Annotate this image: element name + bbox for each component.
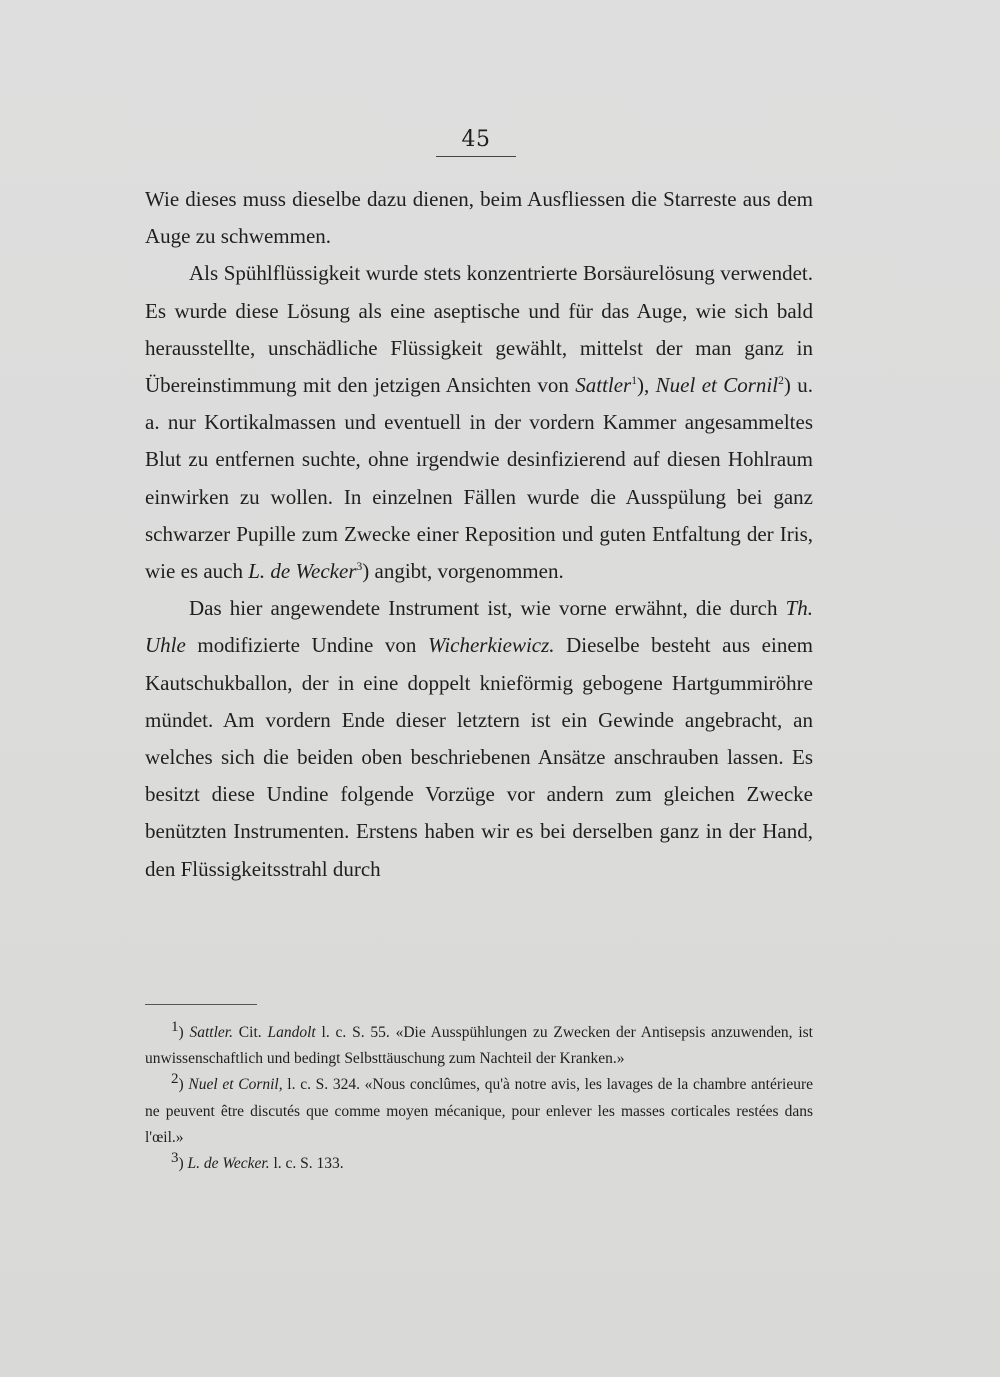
footnote-text: l. c. S. 133. bbox=[269, 1155, 344, 1173]
footnote-separator bbox=[145, 1004, 257, 1005]
footnote-text: Cit. bbox=[232, 1024, 268, 1041]
page-header bbox=[436, 126, 516, 157]
footnote: $^1$) Sattler. Cit. Landolt l. c. S. 55. «Die Ausspühlungen zu Zwecken der Antisepsis anzuwenden, ist unwissenschaftlich und bedingt Selbsttäuschung zum Nachteil der Kranken.» bbox=[145, 1018, 813, 1068]
footnote-marker-2: 2 bbox=[778, 375, 784, 388]
paragraph-3-text-1: Das hier angewendete Instrument ist, wie vorne erwähnt, die durch bbox=[189, 596, 786, 621]
footnote-marker-1: 1 bbox=[631, 375, 638, 388]
paragraph-3-text-2: modifizierte Undine von bbox=[185, 633, 428, 658]
paragraph-2-text-3: ) u. a. nur Kortikalmassen und eventuell in der vordern Kammer angesammeltes Blut zu entfernen suchte, ohne irgendwie desinfizierend auf diesen Hohlraum einwirken zu wollen. In einzelnen Fällen wurde die Ausspülung bei ganz schwarzer Pupille zum Zwecke einer Reposition und guten Entfaltung der Iris, wie es auch bbox=[145, 373, 814, 584]
footnote: $^3$) L. de Wecker. l. c. S. 133. bbox=[171, 1149, 344, 1173]
body-text bbox=[145, 181, 813, 888]
page-number-rule bbox=[436, 156, 516, 157]
page-number: 45 bbox=[461, 127, 491, 152]
paragraph-2 bbox=[145, 255, 813, 590]
paragraph-1-text: Wie dieses muss dieselbe dazu dienen, beim Ausfliessen die Starreste aus dem Auge zu schwemmen. bbox=[145, 187, 813, 249]
paragraph-2-text-1: Als Spühlflüssigkeit wurde stets konzentrierte Borsäurelösung verwendet. Es wurde diese Lösung als eine aseptische und für das Auge, wie sich bald herausstellte, unschädliche Flüssigkeit gewählt, mittelst der man ganz in Übereinstimmung mit den jetzigen Ansichten von bbox=[145, 261, 813, 398]
paragraph-3 bbox=[145, 590, 813, 888]
author-reference-sattler: Sattler bbox=[575, 373, 632, 398]
author-reference-uhle: Th. Uhle bbox=[145, 596, 813, 658]
paragraph-2-text-4: ) angibt, vorgenommen. bbox=[362, 559, 564, 584]
paragraph-3-text-3: Dieselbe besteht aus einem Kautschukballon, der in eine doppelt knieförmig gebogene Hartgummiröhre mündet. Am vordern Ende dieser letztern ist ein Gewinde angebracht, an welches sich die beiden oben beschriebenen Ansätze anschrauben lassen. Es besitzt diese Undine folgende Vorzüge vor andern zum gleichen Zwecke benützten Instrumenten. Erstens haben wir es bei derselben ganz in der Hand, den Flüssigkeitsstrahl durch bbox=[145, 633, 813, 881]
author-reference-nuel-cornil: Nuel et Cornil bbox=[655, 373, 779, 398]
footnote-source: Landolt bbox=[267, 1024, 316, 1041]
footnote-text: l. c. S. 324. «Nous conclûmes, qu'à notre avis, les lavages de la chambre antérieure ne peuvent être discutés que comme moyen mécanique, pour enlever les masses corticales restées dans l'œil.» bbox=[145, 1076, 813, 1146]
footnote-number: 2 bbox=[171, 1071, 179, 1088]
footnote-number: 1 bbox=[171, 1018, 179, 1035]
paragraph-1 bbox=[145, 181, 813, 255]
footnote-author: L. de Wecker. bbox=[187, 1155, 270, 1173]
footnotes bbox=[145, 1020, 813, 1177]
paragraph-2-text-2: ), bbox=[637, 373, 656, 398]
footnote: $^2$) Nuel et Cornil, l. c. S. 324. «Nous conclûmes, qu'à notre avis, les lavages de la chambre antérieure ne peuvent être discutés que comme moyen mécanique, pour enlever les masses corticales restées dans l'œil.» bbox=[145, 1071, 813, 1146]
author-reference-de-wecker: L. de Wecker bbox=[248, 559, 357, 584]
footnote-author: Sattler. bbox=[189, 1024, 233, 1041]
footnote-text: l. c. S. 55. «Die Ausspühlungen zu Zwecken der Antisepsis anzuwenden, ist unwissenschaftlich und bedingt Selbsttäuschung zum Nachteil der Kranken.» bbox=[145, 1024, 813, 1068]
footnote-author: Nuel et Cornil, bbox=[188, 1076, 283, 1094]
footnote-number: 3 bbox=[171, 1149, 179, 1166]
author-reference-wicherkiewicz: Wicherkiewicz. bbox=[427, 633, 555, 658]
footnote-marker-3: 3 bbox=[356, 561, 363, 574]
